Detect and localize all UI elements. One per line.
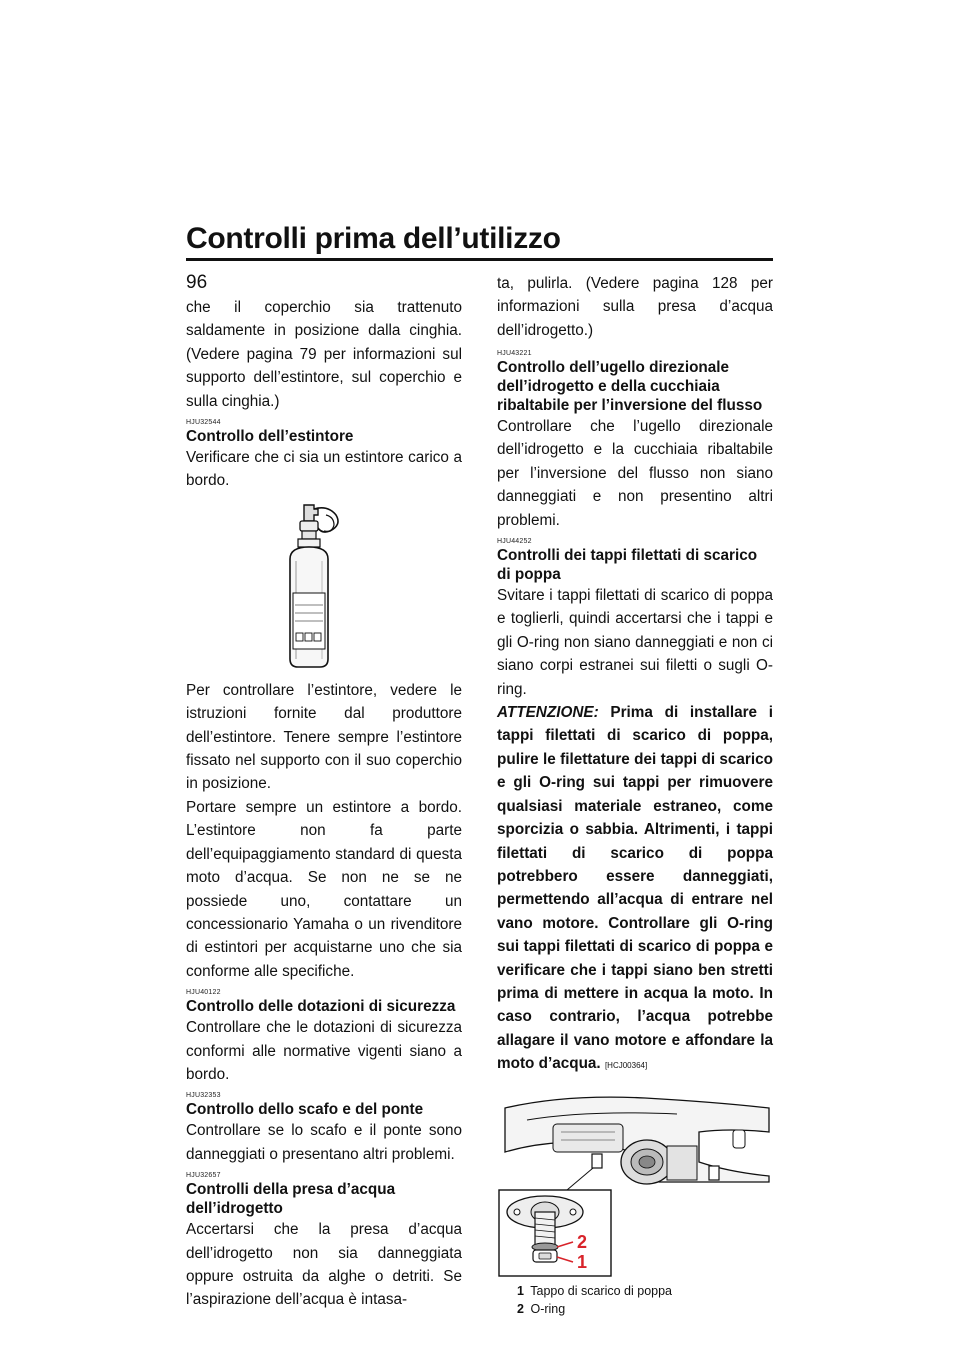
drain-plug-illustration: [497, 1090, 773, 1280]
section-code: HJU43221: [497, 350, 532, 357]
intake-text: Accertarsi che la presa d’acqua dell’idrogetto non sia danneggiata oppure ostruita da alghe o detriti. Se l’aspirazione dell’acqua è intasa-: [186, 1221, 462, 1309]
legend-label: Tappo di scarico di poppa: [530, 1283, 673, 1298]
extinguisher-instructions: Per controllare l’estintore, vedere le istruzioni fornite dal produttore dell’estintore. Tenere sempre l’estintore fissato nel supporto con il suo coperchio in posizione.: [186, 681, 462, 793]
legend-item: [517, 1300, 773, 1318]
section-code: HJU32544: [186, 419, 221, 427]
section-heading-extinguisher: Controllo dell’estintore: [186, 428, 354, 446]
section-code: HJU44252: [497, 538, 532, 546]
right-column: [497, 272, 773, 1318]
caution-reference: [HCJ00364]: [604, 1061, 648, 1071]
hull-text: Controllare se lo scafo e il ponte sono danneggiati o presentano altri problemi.: [186, 1122, 462, 1163]
page-title: Controlli prima dell’utilizzo: [186, 222, 561, 255]
extinguisher-onboard-text: Portare sempre un estintore a bordo. L’estintore non fa parte dell’equipaggiamento standard di questa moto d’acqua. Se non ne se ne possiede uno, contattare un concessionario Yamaha o un rivenditore di estintori per acquistarne uno che sia conforme alle specifiche.: [186, 798, 462, 980]
intake-tail: ta, pulirla. (Vedere pagina 128 per informazioni sulla presa d’acqua dell’idrogetto.): [497, 275, 773, 339]
left-column: [186, 296, 462, 1312]
intake-continued-paragraph: [497, 272, 773, 342]
callout-1: 1: [577, 1251, 588, 1272]
section-code: HJU32353: [186, 1092, 221, 1100]
fire-extinguisher-illustration: [286, 501, 348, 671]
section-heading-safety: Controllo delle dotazioni di sicurezza: [186, 998, 456, 1016]
section-heading-intake: Controlli della presa d’acqua dell’idrogetto: [186, 1181, 396, 1218]
section-heading-hull: Controllo dello scafo e del ponte: [186, 1101, 424, 1119]
page-number: 96: [186, 272, 208, 293]
caution-label: ATTENZIONE:: [497, 704, 599, 722]
section-code: HJU40122: [186, 989, 221, 997]
intake-continued-text: [497, 272, 773, 342]
legend-number: 2: [517, 1301, 524, 1316]
drain-text: Svitare i tappi filettati di scarico di poppa e toglierli, quindi accertarsi che i tappi e gli O-ring non siano danneggiati e non ci siano corpi estranei sui filetti o sugli O-ring.: [497, 587, 773, 698]
section-code: HJU32657: [186, 1172, 221, 1180]
intro-paragraph: che il coperchio sia trattenuto saldamente in posizione dalla cinghia. (Vedere pagina 79 per informazioni sul supporto dell’estintore, sul coperchio e sulla cinghia.): [186, 299, 462, 410]
caution-paragraph: [497, 701, 773, 1078]
caution-text: Prima di installare i tappi filettati di scarico di poppa, pulire le filettature dei tappi di scarico e gli O-ring sui tappi per rimuovere qualsiasi materiale estraneo, come sporcizia o sabbia. Altrimenti, i tappi filettati di scarico di poppa potrebbero essere danneggiati, permettendo all’acqua di entrare nel vano motore. Controllare gli O-ring sui tappi filettati di scarico di poppa e verificare che i tappi siano ben stretti prima di mettere in acqua la moto. In caso contrario, l’acqua potrebbe allagare il vano motore e affondare la moto d’acqua.: [497, 704, 774, 1073]
section-heading-nozzle: Controllo dell’ugello direzionale dell’idrogetto e della cucchiaia ribaltabile per l’inversione del flusso: [497, 359, 763, 414]
safety-text: Controllare che le dotazioni di sicurezza conformi alle normative vigenti siano a bordo.: [186, 1019, 462, 1083]
section-heading-drain: Controlli dei tappi filettati di scarico di poppa: [497, 547, 758, 584]
legend-item: [517, 1282, 773, 1300]
legend-number: 1: [517, 1283, 524, 1298]
title-divider: [186, 258, 773, 261]
callout-2: 2: [577, 1231, 588, 1252]
legend-label: O-ring: [530, 1301, 566, 1316]
figure-legend: [497, 1282, 773, 1318]
nozzle-text: Controllare che l’ugello direzionale dell’idrogetto e la cucchiaia ribaltabile per l’inversione del flusso non siano danneggiati e non presentino altri problemi.: [497, 418, 773, 529]
extinguisher-text: Verificare che ci sia un estintore carico a bordo.: [186, 449, 462, 490]
